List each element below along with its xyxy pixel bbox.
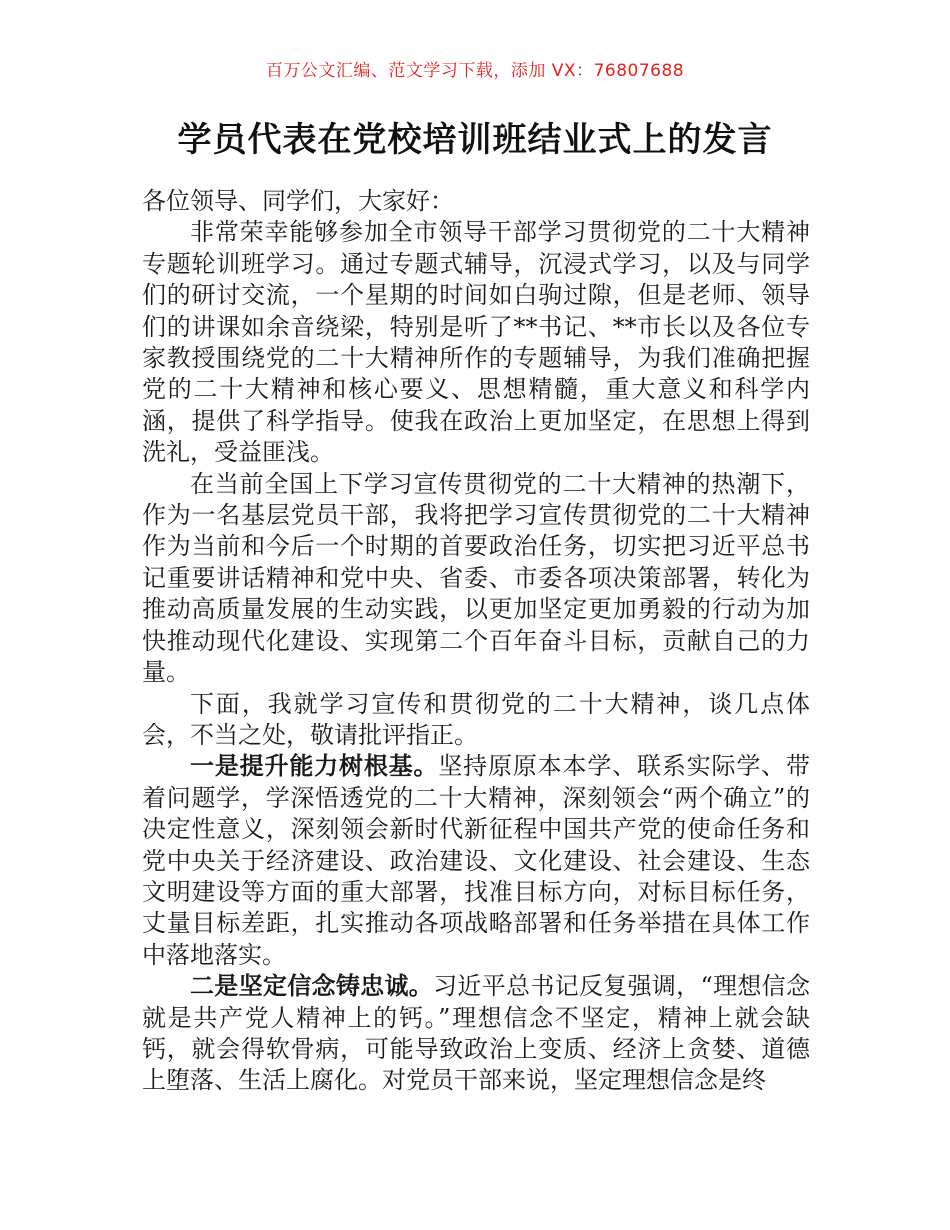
document-body bbox=[142, 186, 810, 1097]
paragraph-transition: 下面，我就学习宣传和贯彻党的二十大精神，谈几点体会，不当之处，敬请批评指正。 bbox=[142, 689, 810, 749]
document-title: 学员代表在党校培训班结业式上的发言 bbox=[177, 120, 773, 160]
point-one-heading: 一是提升能力树根基。 bbox=[190, 752, 439, 781]
point-one bbox=[142, 751, 810, 971]
point-two bbox=[142, 971, 810, 1097]
header-notice: 百万公文汇编、范文学习下载，添加 VX：76807688 bbox=[265, 61, 685, 81]
point-two-heading: 二是坚定信念铸忠诚。 bbox=[190, 972, 434, 1001]
greeting: 各位领导、同学们，大家好： bbox=[142, 187, 454, 215]
point-one-text: 坚持原原本本学、联系实际学、带着问题学，学深悟透党的二十大精神，深刻领会“两个确立”的决定性意义，深刻领会新时代新征程中国共产党的使命任务和党中央关于经济建设、政治建设、文化建设、社会建设、生态文明建设等方面的重大部署，找准目标方向，对标目标任务，丈量目标差距，扎实推动各项战略部署和任务举措在具体工作中落地落实。 bbox=[142, 752, 811, 969]
paragraph-intro: 非常荣幸能够参加全市领导干部学习贯彻党的二十大精神专题轮训班学习。通过专题式辅导，沉浸式学习，以及与同学们的研讨交流，一个星期的时间如白驹过隙，但是老师、领导们的讲课如余音绕梁，特别是听了**书记、**市长以及各位专家教授围绕党的二十大精神所作的专题辅导，为我们准确把握党的二十大精神和核心要义、思想精髓，重大意义和科学内涵，提供了科学指导。使我在政治上更加坚定，在思想上得到洗礼，受益匪浅。 bbox=[142, 218, 810, 467]
paragraph-commitment: 在当前全国上下学习宣传贯彻党的二十大精神的热潮下，作为一名基层党员干部，我将把学习宣传贯彻党的二十大精神作为当前和今后一个时期的首要政治任务，切实把习近平总书记重要讲话精神和党中央、省委、市委各项决策部署，转化为推动高质量发展的生动实践，以更加坚定更加勇毅的行动为加快推动现代化建设、实现第二个百年奋斗目标，贡献自己的力量。 bbox=[142, 469, 810, 687]
point-two-text: 习近平总书记反复强调，“理想信念就是共产党人精神上的钙。”理想信念不坚定，精神上就会缺钙，就会得软骨病，可能导致政治上变质、经济上贪婪、道德上堕落、生活上腐化。对党员干部来说，坚定理想信念是终 bbox=[142, 972, 810, 1095]
